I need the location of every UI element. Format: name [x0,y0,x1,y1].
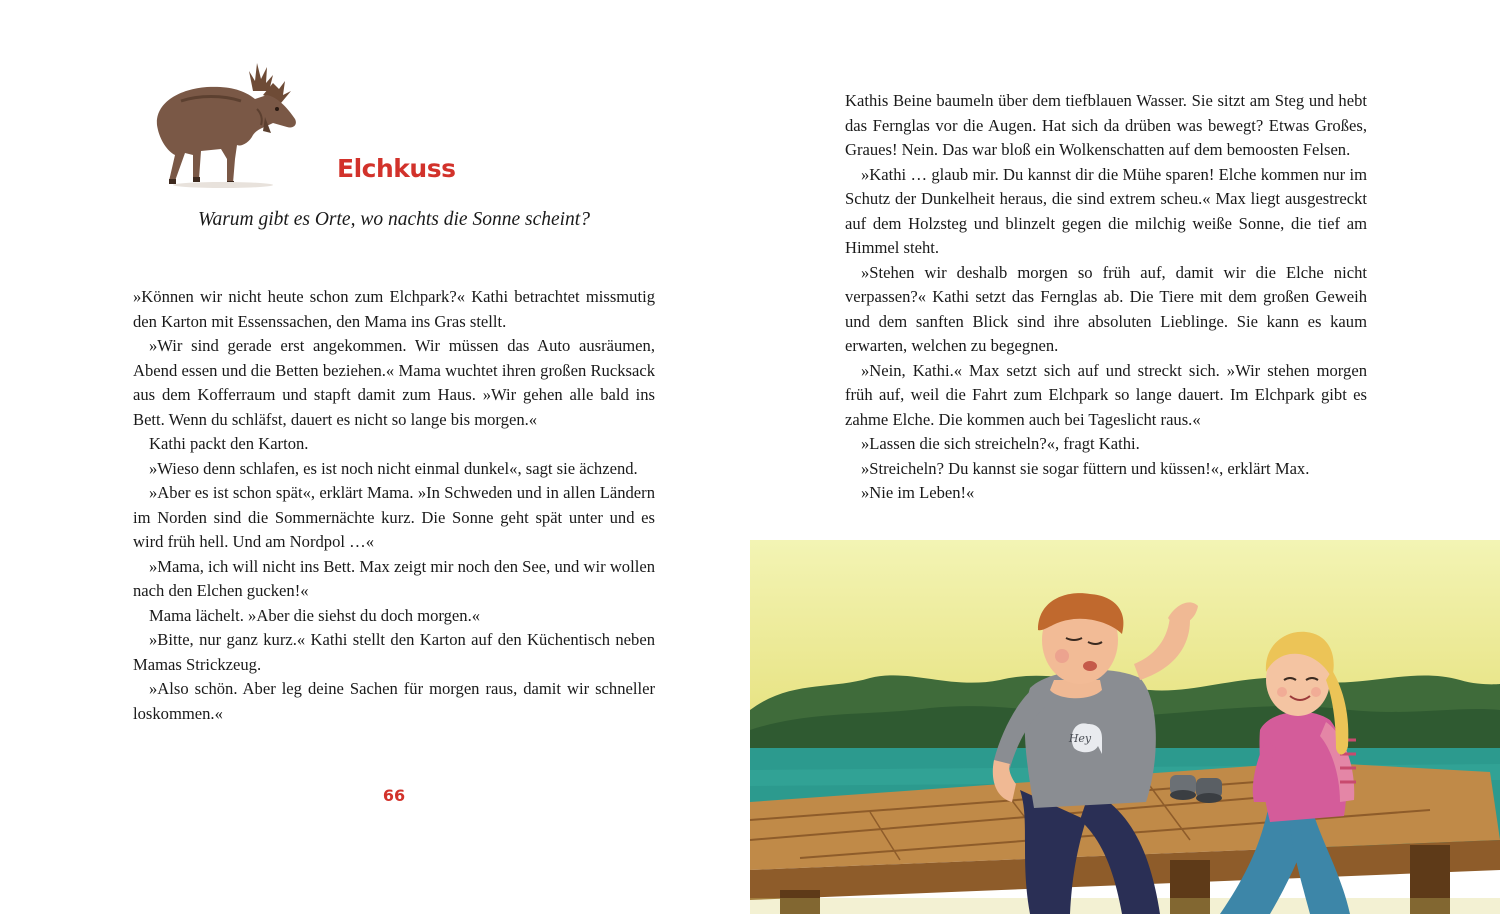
paragraph: »Können wir nicht heute schon zum Elchpark?« Kathi betrachtet missmutig den Karton mit Essenssachen, den Mama ins Gras stellt. [133,287,655,331]
shirt-text: Hey [1068,732,1092,745]
left-page-text [133,285,655,726]
paragraph: »Lassen die sich streicheln?«, fragt Kathi. [861,434,1140,453]
paragraph: Mama lächelt. »Aber die siehst du doch morgen.« [149,605,481,625]
right-page [750,0,1500,914]
moose-icon [145,55,305,190]
paragraph: »Nie im Leben!« [861,483,975,502]
paragraph: »Stehen wir deshalb morgen so früh auf, damit wir die Elche nicht verpassen?« Kathi setzt das Fernglas ab. Die Tiere mit dem großen Geweih und dem sanften Blick sind ihre absoluten Lieblinge. Sie kann es kaum erwarten, welchen zu begegnen. [845,262,1367,355]
paragraph: Kathis Beine baumeln über dem tiefblauen Wasser. Sie sitzt am Steg und hebt das Fernglas vor die Augen. Hat sich da drüben was bewegt? Etwas Großes, Graues! Nein. Das war bloß ein Wolkenschatten auf dem bemoosten Felsen. [845,91,1367,159]
page-number: 66 [382,786,406,805]
illustration-dock-scene [750,540,1500,914]
paragraph: »Also schön. Aber leg deine Sachen für morgen raus, damit wir schneller loskommen.« [133,679,655,723]
paragraph: »Nein, Kathi.« Max setzt sich auf und streckt sich. »Wir stehen morgen früh auf, weil die Fahrt zum Elchpark so lange dauert. Im Elchpark gibt es zahme Elche. Die kommen auch bei Tageslicht raus.« [845,360,1367,429]
paragraph: »Kathi … glaub mir. Du kannst dir die Mühe sparen! Elche kommen nur im Schutz der Dunkelheit heraus, die sind extrem scheu.« Max liegt ausgestreckt auf dem Holzsteg und blinzelt gegen die milchig weiße Sonne, die tief am Himmel steht. [845,164,1367,257]
right-page-text [845,89,1367,506]
chapter-title: Elchkuss [337,154,456,183]
paragraph: »Aber es ist schon spät«, erklärt Mama. »In Schweden und in allen Ländern im Norden sind die Sommernächte kurz. Die Sonne geht spät unter und es wird früh hell. Und am Nordpol …« [133,483,655,551]
paragraph: »Bitte, nur ganz kurz.« Kathi stellt den Karton auf den Küchentisch neben Mamas Strickzeug. [133,630,655,674]
paragraph: Kathi packt den Karton. [149,434,309,453]
paragraph: »Wieso denn schlafen, es ist noch nicht einmal dunkel«, sagt sie ächzend. [149,458,638,478]
chapter-subtitle: Warum gibt es Orte, wo nachts die Sonne scheint? [198,209,590,230]
paragraph: »Mama, ich will nicht ins Bett. Max zeigt mir noch den See, und wir wollen nach den Elchen gucken!« [133,556,655,600]
paragraph: »Streicheln? Du kannst sie sogar füttern und küssen!«, erklärt Max. [861,458,1310,478]
paragraph: »Wir sind gerade erst angekommen. Wir müssen das Auto ausräumen, Abend essen und die Betten beziehen.« Mama wuchtet ihren großen Rucksack aus dem Kofferraum und stapft damit zum Haus. »Wir gehen alle bald ins Bett. Wenn du schläfst, dauert es nicht so lange bis morgen.« [133,336,655,429]
